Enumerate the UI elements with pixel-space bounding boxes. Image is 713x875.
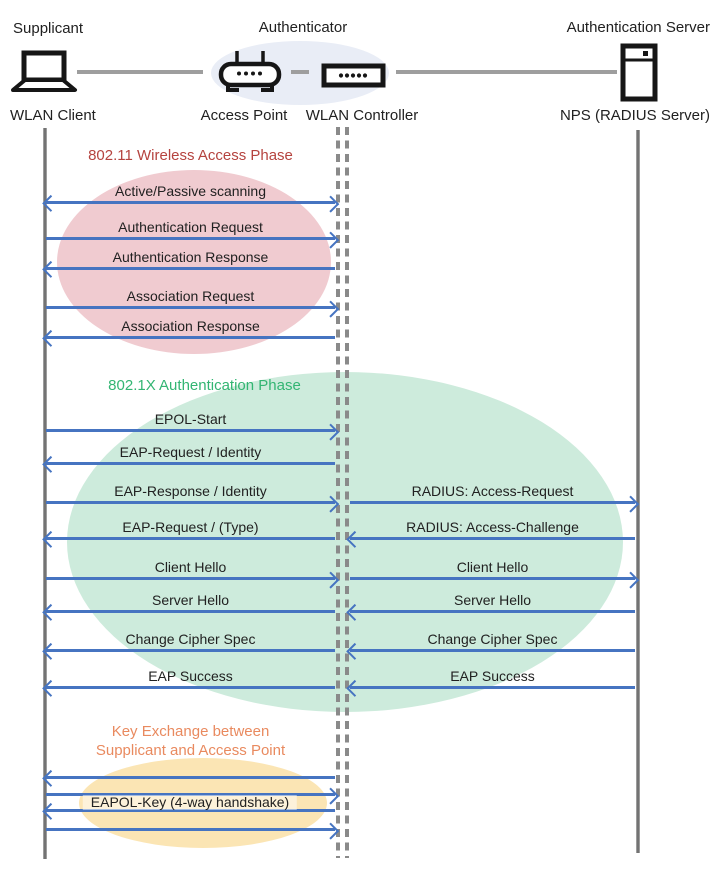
msg-label: Authentication Request — [118, 218, 263, 235]
msg-label: Active/Passive scanning — [115, 182, 266, 199]
phase3-title-line1: Key Exchange between — [111, 723, 270, 740]
msg-label: Change Cipher Spec — [125, 630, 256, 647]
msg-association-request — [46, 287, 335, 309]
msg-authentication-request — [46, 218, 335, 240]
msg-label: EAP-Request / Identity — [119, 443, 262, 460]
role-authentication-server: Authentication Server — [566, 19, 710, 36]
wlan-controller-icon — [324, 66, 383, 85]
msg-label: RADIUS: Access-Challenge — [406, 518, 579, 535]
laptop-icon — [13, 53, 75, 90]
msg-label: EAP Success — [450, 667, 535, 684]
msg-label: EPOL-Start — [154, 410, 227, 427]
phase3-title-line2: Supplicant and Access Point — [95, 742, 286, 759]
msg-eapol-key-4 — [46, 828, 335, 831]
phase2-title: 802.1X Authentication Phase — [108, 377, 301, 394]
eapol-key-label: EAPOL-Key (4-way handshake) — [83, 795, 297, 810]
msg-eap-request-identity — [46, 443, 335, 465]
msg-label: EAP-Response / Identity — [114, 482, 267, 499]
msg-radius-access-request — [350, 482, 635, 504]
msg-radius-access-challenge — [350, 518, 635, 540]
msg-eapol-key-1 — [46, 776, 335, 779]
node-wlan-client: WLAN Client — [10, 107, 96, 124]
msg-client-hello-left — [46, 558, 335, 580]
msg-label: Association Request — [126, 287, 255, 304]
msg-label: Change Cipher Spec — [427, 630, 558, 647]
msg-server-hello-right — [350, 591, 635, 613]
msg-change-cipher-spec-right — [350, 630, 635, 652]
msg-epol-start — [46, 410, 335, 432]
msg-active-passive-scanning — [46, 182, 335, 204]
msg-authentication-response — [46, 248, 335, 270]
msg-label: RADIUS: Access-Request — [411, 482, 574, 499]
node-wlan-controller: WLAN Controller — [305, 107, 419, 124]
msg-label: EAP Success — [148, 667, 233, 684]
msg-server-hello-left — [46, 591, 335, 613]
node-access-point: Access Point — [200, 107, 288, 124]
msg-change-cipher-spec-left — [46, 630, 335, 652]
msg-label: Server Hello — [453, 591, 532, 608]
msg-label: Authentication Response — [112, 248, 269, 265]
msg-eap-success-left — [46, 667, 335, 689]
msg-label: EAP-Request / (Type) — [122, 518, 259, 535]
msg-association-response — [46, 317, 335, 339]
msg-label: Client Hello — [456, 558, 529, 575]
msg-label: Client Hello — [154, 558, 227, 575]
node-nps: NPS (RADIUS Server) — [559, 107, 710, 124]
msg-label: Server Hello — [151, 591, 230, 608]
msg-eap-success-right — [350, 667, 635, 689]
phase1-title: 802.11 Wireless Access Phase — [88, 147, 293, 164]
msg-client-hello-right — [350, 558, 635, 580]
msg-eap-response-identity — [46, 482, 335, 504]
role-supplicant: Supplicant — [13, 20, 84, 37]
server-icon — [621, 46, 657, 99]
role-authenticator: Authenticator — [258, 19, 348, 36]
msg-label: Association Response — [121, 317, 260, 334]
msg-eap-request-type — [46, 518, 335, 540]
